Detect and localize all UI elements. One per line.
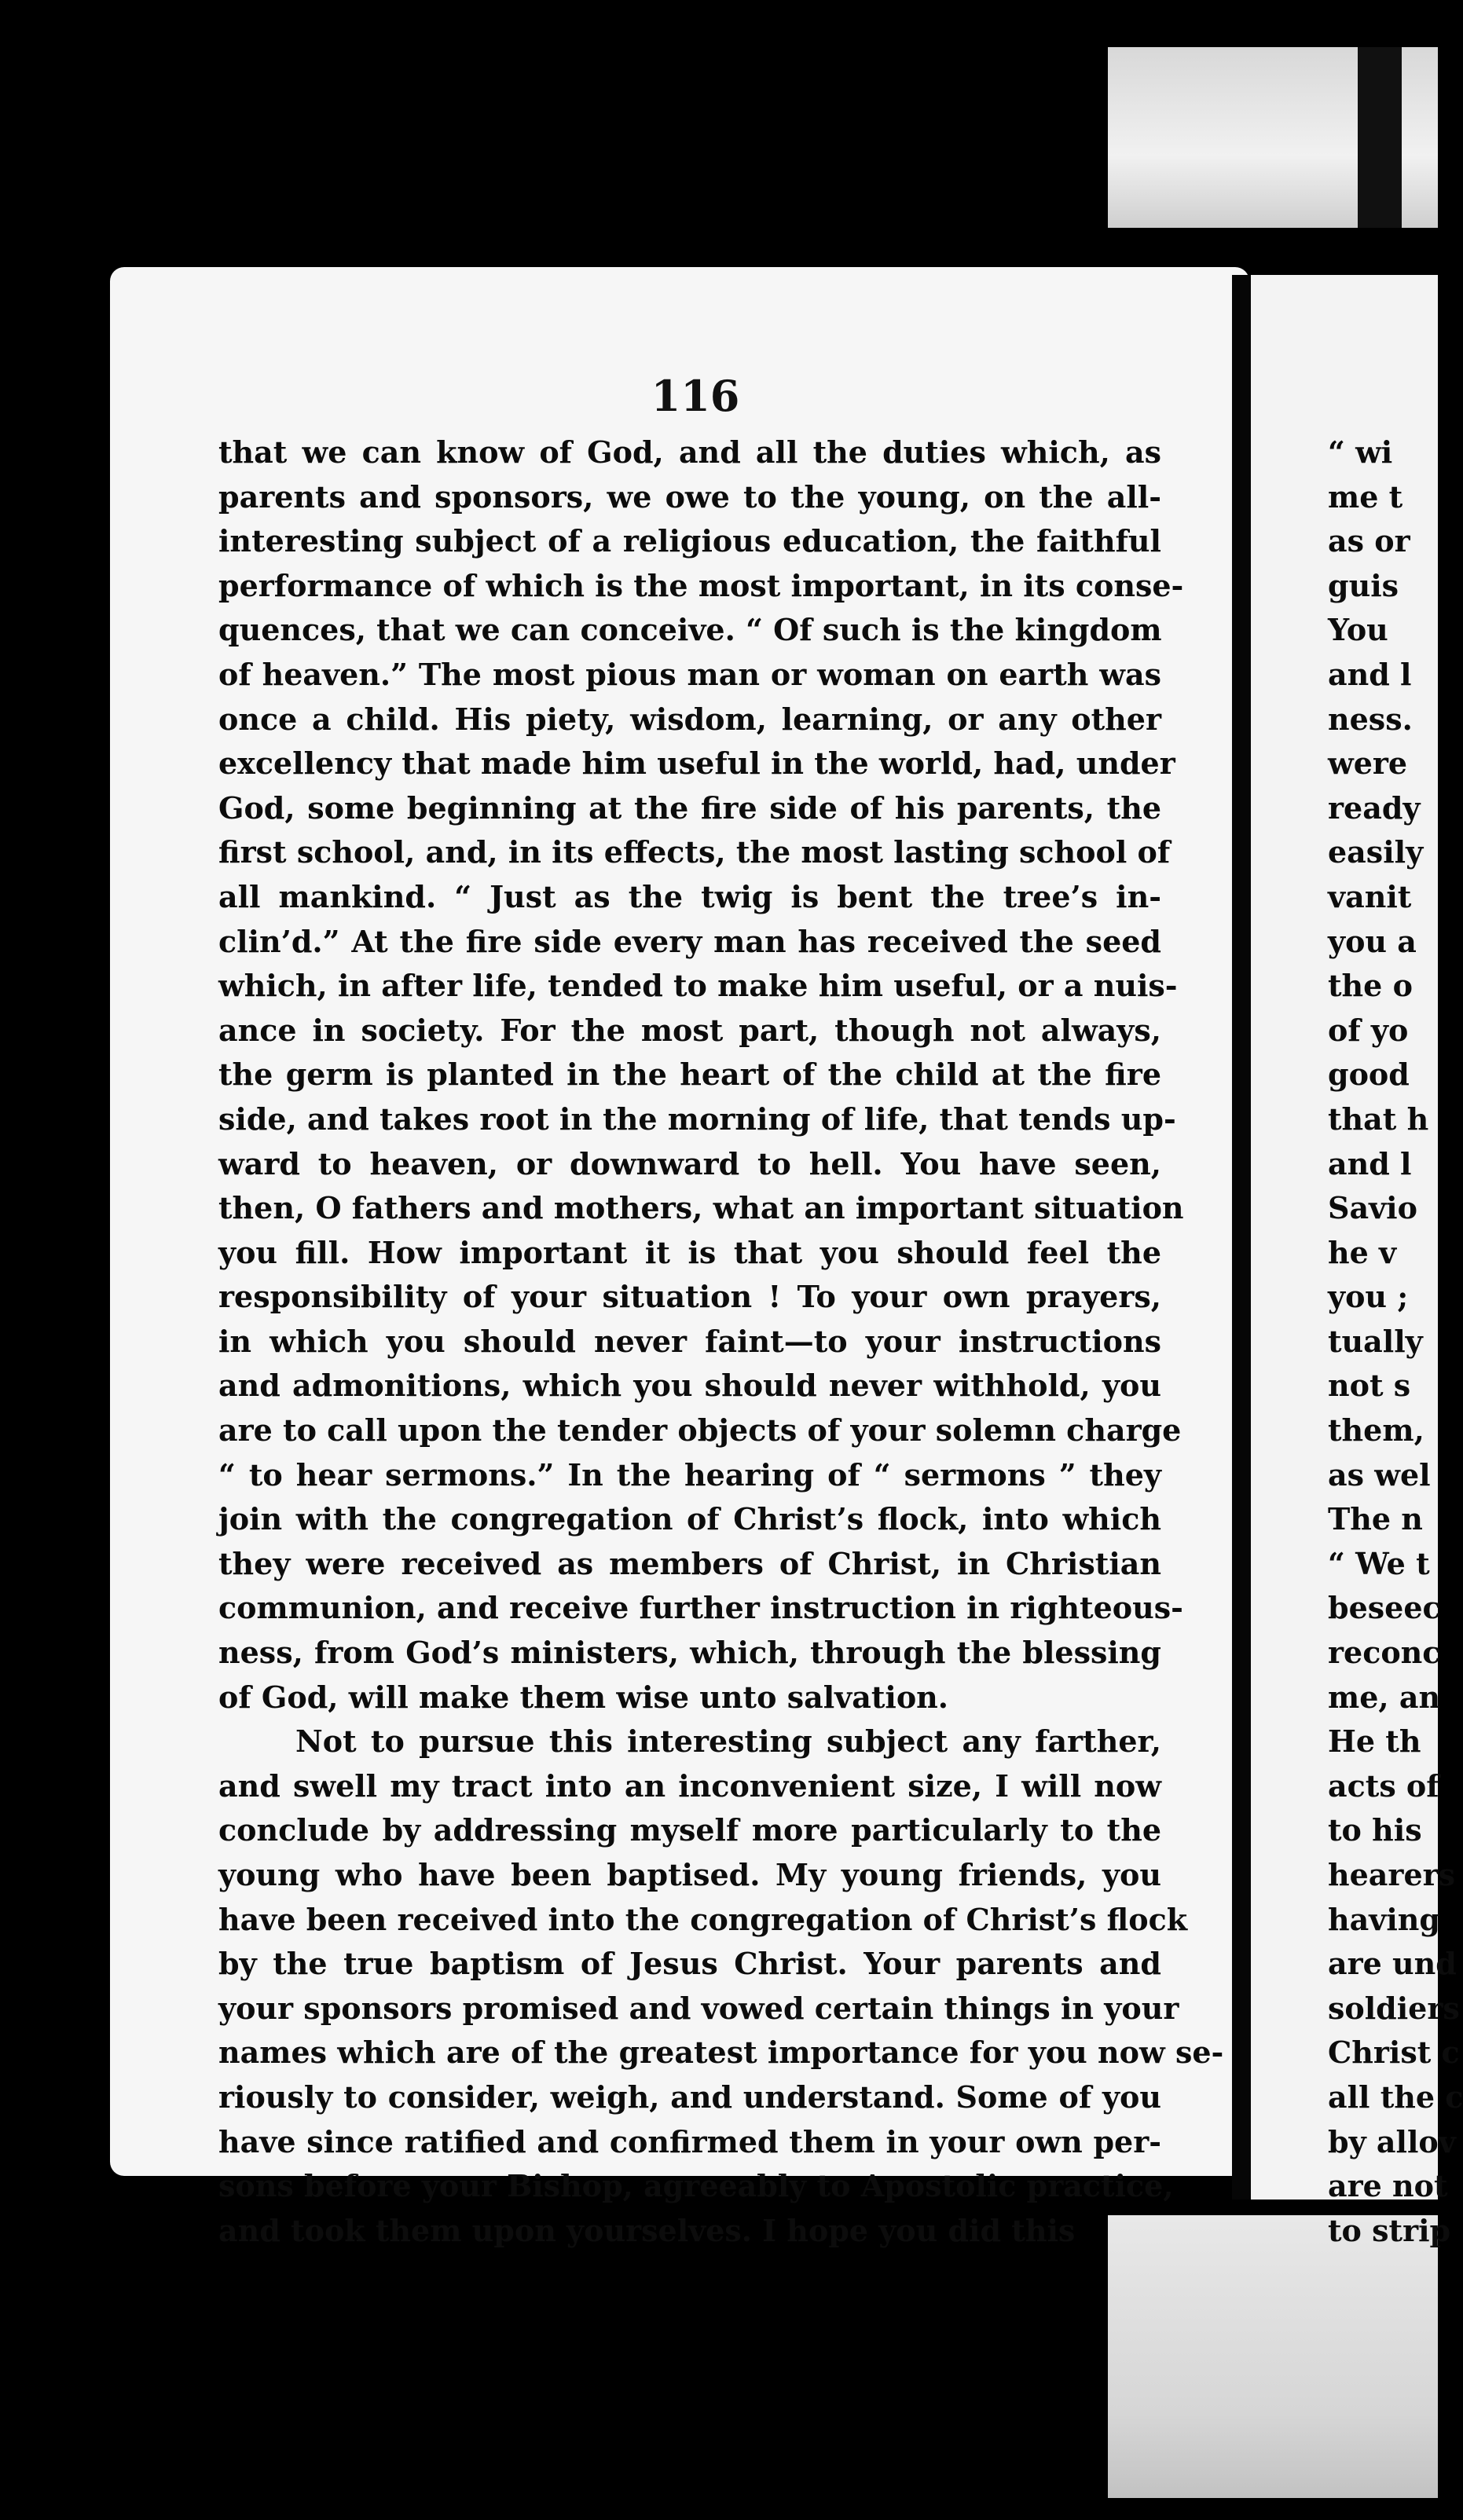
facing-page-line: guis (1328, 567, 1399, 603)
text-line: conclude by addressing myself more particularly to the (218, 1812, 1161, 1848)
facing-page-line: all the c (1328, 2079, 1463, 2115)
facing-page-line: acts of (1328, 1767, 1439, 1804)
facing-page-line: hearers (1328, 1857, 1456, 1892)
facing-page-line: “ wi (1328, 434, 1393, 470)
facing-page-line: of yo (1328, 1012, 1409, 1048)
facing-page-line: easily (1328, 834, 1424, 870)
facing-page-line: the o (1328, 968, 1413, 1004)
facing-page-line: me t (1328, 478, 1403, 515)
facing-page-line: He th (1328, 1723, 1421, 1760)
adjacent-page-bottom-edge (1108, 2215, 1438, 2498)
facing-page-line: and l (1328, 656, 1412, 692)
facing-page-line: by allov (1328, 2123, 1456, 2159)
text-line: side, and takes root in the morning of life, that tends up- (218, 1101, 1176, 1137)
facing-page-line: having (1328, 1901, 1440, 1937)
text-line: the germ is planted in the heart of the child at the fire (218, 1057, 1161, 1093)
facing-page-line: as wel (1328, 1456, 1431, 1493)
facing-page-line: to his (1328, 1812, 1422, 1848)
text-line: ness, from God’s ministers, which, through the blessing (218, 1635, 1161, 1671)
facing-page-text (1328, 430, 1463, 2253)
text-line: clin’d.” At the fire side every man has received the seed (218, 923, 1161, 959)
facing-page-line: vanit (1328, 878, 1412, 914)
text-line: excellency that made him useful in the world, had, under (218, 745, 1175, 782)
text-line: all mankind. “ Just as the twig is bent the tree’s in- (218, 878, 1161, 914)
text-line: communion, and receive further instruction in righteous- (218, 1590, 1183, 1626)
text-line: and took them upon yourselves. I hope you did this (218, 2212, 1076, 2248)
text-line: ward to heaven, or downward to hell. You have seen, (218, 1145, 1161, 1181)
text-line: and admonitions, which you should never withhold, you (218, 1368, 1161, 1404)
facing-page-line: “ We t (1328, 1545, 1430, 1581)
facing-page-line: as or (1328, 523, 1410, 559)
facing-page-line: not s (1328, 1368, 1411, 1404)
facing-page-line: tually (1328, 1323, 1423, 1359)
text-line: interesting subject of a religious education, the faithful (218, 523, 1161, 559)
adjacent-page-top-edge (1108, 47, 1438, 228)
facing-page-line: and l (1328, 1145, 1412, 1181)
text-line: of God, will make them wise unto salvation. (218, 1679, 949, 1715)
text-line: God, some beginning at the fire side of his parents, the (218, 789, 1161, 826)
text-line: are to call upon the tender objects of your solemn charge (218, 1412, 1182, 1449)
text-line: and swell my tract into an inconvenient size, I will now (218, 1767, 1161, 1804)
text-line: parents and sponsors, we owe to the young, on the all- (218, 478, 1161, 515)
facing-page-line: good (1328, 1057, 1410, 1093)
facing-page-line: ready (1328, 789, 1421, 826)
page-number: 116 (651, 371, 740, 421)
text-line: of heaven.” The most pious man or woman on earth was (218, 656, 1161, 692)
facing-page-line: beseec (1328, 1590, 1441, 1626)
facing-page-line: were (1328, 745, 1408, 782)
text-line: responsibility of your situation ! To your own prayers, (218, 1279, 1161, 1315)
text-line: performance of which is the most important, in its conse- (218, 567, 1184, 603)
text-line: quences, that we can conceive. “ Of such is the kingdom (218, 612, 1162, 648)
facing-page-line: he v (1328, 1234, 1397, 1270)
text-line: once a child. His piety, wisdom, learning, or any other (218, 701, 1161, 737)
facing-page-line: me, an (1328, 1679, 1441, 1715)
facing-page-line: you ; (1328, 1279, 1409, 1315)
text-line: join with the congregation of Christ’s flock, into which (218, 1501, 1161, 1537)
page-gutter (1232, 275, 1251, 2200)
facing-page-line: Christ c (1328, 2035, 1460, 2071)
facing-page-line: them, (1328, 1412, 1424, 1449)
text-line: in which you should never faint—to your instructions (218, 1323, 1161, 1359)
facing-page-line: you a (1328, 923, 1417, 959)
text-line: Not to pursue this interesting subject any farther, (295, 1723, 1161, 1760)
body-text (218, 430, 1224, 2253)
facing-page-line: to strip (1328, 2212, 1451, 2248)
text-line: which, in after life, tended to make him useful, or a nuis- (218, 968, 1178, 1004)
text-line: you fill. How important it is that you should feel the (218, 1234, 1161, 1270)
facing-page-line: reconc (1328, 1635, 1441, 1671)
text-line: riously to consider, weigh, and understand. Some of you (218, 2079, 1161, 2115)
text-line: young who have been baptised. My young friends, you (218, 1857, 1161, 1892)
text-line: first school, and, in its effects, the most lasting school of (218, 834, 1171, 870)
facing-page-line: Savio (1328, 1190, 1417, 1226)
text-line: sons before your Bishop, agreeably to Apostolic practice, (218, 2168, 1174, 2204)
text-line: “ to hear sermons.” In the hearing of “ sermons ” they (218, 1456, 1161, 1493)
text-line: names which are of the greatest importance for you now se- (218, 2035, 1224, 2071)
text-line: your sponsors promised and vowed certain things in your (218, 1990, 1179, 2026)
facing-page-line: ness. (1328, 701, 1413, 737)
text-line: by the true baptism of Jesus Christ. Your parents and (218, 1946, 1161, 1982)
facing-page-line: that h (1328, 1101, 1429, 1137)
text-line: they were received as members of Christ, in Christian (218, 1545, 1161, 1581)
text-line: have since ratified and confirmed them in your own per- (218, 2123, 1161, 2159)
facing-page-line: soldiers (1328, 1990, 1460, 2026)
text-line: then, O fathers and mothers, what an important situation (218, 1190, 1184, 1226)
text-line: that we can know of God, and all the duties which, as (218, 434, 1161, 470)
text-line: have been received into the congregation of Christ’s flock (218, 1901, 1188, 1937)
text-line: ance in society. For the most part, though not always, (218, 1012, 1161, 1048)
facing-page-line: You (1328, 612, 1388, 648)
facing-page-line: are und (1328, 1946, 1457, 1982)
facing-page-line: are not (1328, 2168, 1448, 2204)
facing-page-line: The n (1328, 1501, 1423, 1537)
